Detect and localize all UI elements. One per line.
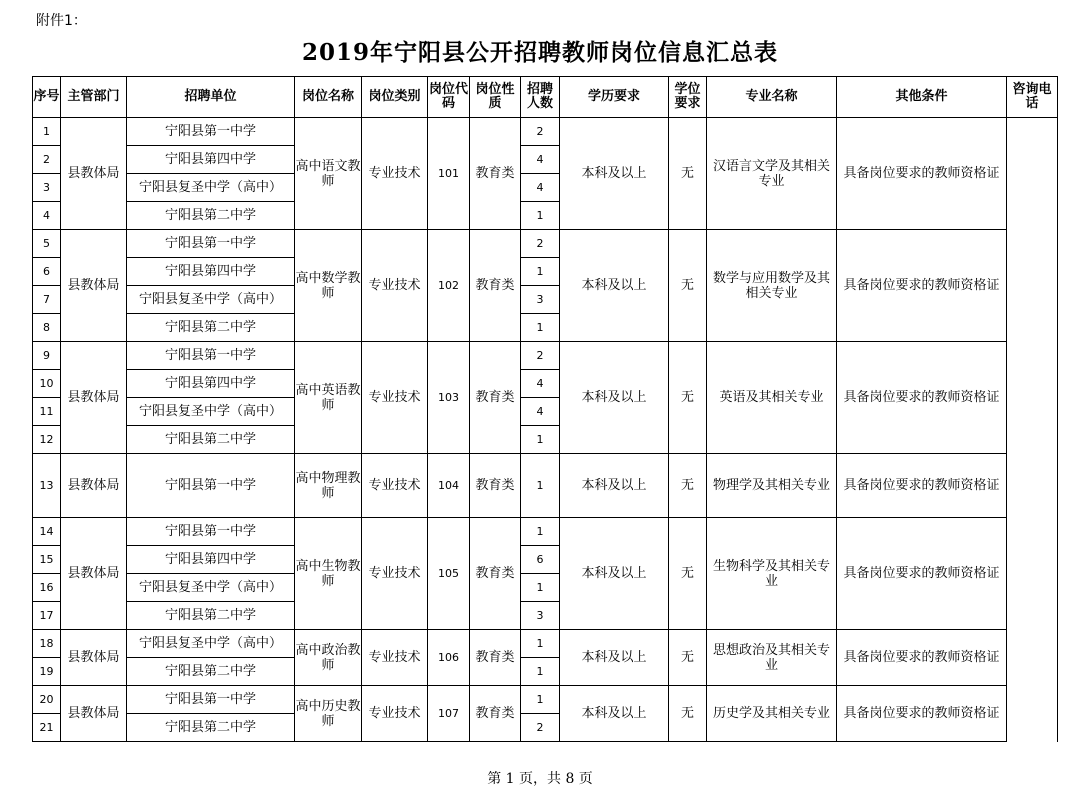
edu-cell: 本科及以上 <box>560 342 669 454</box>
seq-cell: 1 <box>33 118 61 146</box>
degree-cell: 无 <box>669 342 707 454</box>
post-type-cell: 专业技术 <box>362 630 428 686</box>
seq-cell: 5 <box>33 230 61 258</box>
other-cell: 具备岗位要求的教师资格证 <box>837 454 1007 518</box>
code-cell: 106 <box>428 630 470 686</box>
header-nature: 岗位性质 <box>470 77 521 118</box>
post-type-cell: 专业技术 <box>362 518 428 630</box>
seq-cell: 8 <box>33 314 61 342</box>
header-post-type: 岗位类别 <box>362 77 428 118</box>
seq-cell: 20 <box>33 686 61 714</box>
count-cell: 1 <box>521 518 560 546</box>
other-cell: 具备岗位要求的教师资格证 <box>837 630 1007 686</box>
attachment-label: 附件1： <box>36 13 87 29</box>
unit-cell: 宁阳县第二中学 <box>127 602 295 630</box>
table-row <box>33 230 1058 258</box>
unit-cell: 宁阳县第一中学 <box>127 118 295 146</box>
nature-cell: 教育类 <box>470 518 521 630</box>
count-cell: 4 <box>521 174 560 202</box>
header-edu: 学历要求 <box>560 77 669 118</box>
seq-cell: 15 <box>33 546 61 574</box>
table-row <box>33 342 1058 370</box>
unit-cell: 宁阳县复圣中学（高中） <box>127 174 295 202</box>
count-cell: 3 <box>521 286 560 314</box>
count-cell: 4 <box>521 370 560 398</box>
other-cell: 具备岗位要求的教师资格证 <box>837 686 1007 742</box>
count-cell: 1 <box>521 258 560 286</box>
nature-cell: 教育类 <box>470 342 521 454</box>
other-cell: 具备岗位要求的教师资格证 <box>837 518 1007 630</box>
edu-cell: 本科及以上 <box>560 630 669 686</box>
header-phone: 咨询电话 <box>1007 77 1058 118</box>
count-cell: 1 <box>521 686 560 714</box>
seq-cell: 4 <box>33 202 61 230</box>
post-type-cell: 专业技术 <box>362 118 428 230</box>
dept-cell: 县教体局 <box>61 118 127 230</box>
edu-cell: 本科及以上 <box>560 686 669 742</box>
header-dept: 主管部门 <box>61 77 127 118</box>
code-cell: 107 <box>428 686 470 742</box>
header-other: 其他条件 <box>837 77 1007 118</box>
other-cell: 具备岗位要求的教师资格证 <box>837 118 1007 230</box>
degree-cell: 无 <box>669 230 707 342</box>
unit-cell: 宁阳县第一中学 <box>127 230 295 258</box>
post-name-cell: 高中政治教师 <box>295 630 362 686</box>
nature-cell: 教育类 <box>470 686 521 742</box>
seq-cell: 6 <box>33 258 61 286</box>
edu-cell: 本科及以上 <box>560 518 669 630</box>
unit-cell: 宁阳县第一中学 <box>127 518 295 546</box>
seq-cell: 14 <box>33 518 61 546</box>
seq-cell: 3 <box>33 174 61 202</box>
post-type-cell: 专业技术 <box>362 230 428 342</box>
dept-cell: 县教体局 <box>61 630 127 686</box>
count-cell: 1 <box>521 426 560 454</box>
header-row <box>33 77 1058 118</box>
recruitment-table-wrapper <box>32 76 1058 742</box>
page-footer: 第 1 页，共 8 页 <box>487 771 593 787</box>
other-cell: 具备岗位要求的教师资格证 <box>837 230 1007 342</box>
unit-cell: 宁阳县第四中学 <box>127 258 295 286</box>
post-name-cell: 高中英语教师 <box>295 342 362 454</box>
seq-cell: 18 <box>33 630 61 658</box>
count-cell: 1 <box>521 658 560 686</box>
edu-cell: 本科及以上 <box>560 230 669 342</box>
major-cell: 思想政治及其相关专业 <box>707 630 837 686</box>
unit-cell: 宁阳县复圣中学（高中） <box>127 398 295 426</box>
unit-cell: 宁阳县第二中学 <box>127 202 295 230</box>
seq-cell: 19 <box>33 658 61 686</box>
nature-cell: 教育类 <box>470 454 521 518</box>
dept-cell: 县教体局 <box>61 342 127 454</box>
post-name-cell: 高中物理教师 <box>295 454 362 518</box>
count-cell: 6 <box>521 546 560 574</box>
unit-cell: 宁阳县第二中学 <box>127 658 295 686</box>
major-cell: 数学与应用数学及其相关专业 <box>707 230 837 342</box>
count-cell: 2 <box>521 118 560 146</box>
count-cell: 2 <box>521 714 560 742</box>
table-row <box>33 686 1058 714</box>
unit-cell: 宁阳县复圣中学（高中） <box>127 286 295 314</box>
page-title: 2019年宁阳县公开招聘教师岗位信息汇总表 <box>301 39 778 66</box>
count-cell: 1 <box>521 202 560 230</box>
seq-cell: 21 <box>33 714 61 742</box>
major-cell: 汉语言文学及其相关专业 <box>707 118 837 230</box>
seq-cell: 17 <box>33 602 61 630</box>
code-cell: 102 <box>428 230 470 342</box>
dept-cell: 县教体局 <box>61 518 127 630</box>
table-row <box>33 118 1058 146</box>
table-body <box>33 118 1058 742</box>
seq-cell: 9 <box>33 342 61 370</box>
unit-cell: 宁阳县第二中学 <box>127 314 295 342</box>
table-row <box>33 630 1058 658</box>
count-cell: 4 <box>521 146 560 174</box>
count-cell: 1 <box>521 574 560 602</box>
code-cell: 104 <box>428 454 470 518</box>
header-code: 岗位代码 <box>428 77 470 118</box>
post-type-cell: 专业技术 <box>362 342 428 454</box>
major-cell: 物理学及其相关专业 <box>707 454 837 518</box>
table-row <box>33 454 1058 518</box>
degree-cell: 无 <box>669 454 707 518</box>
header-count: 招聘人数 <box>521 77 560 118</box>
unit-cell: 宁阳县复圣中学（高中） <box>127 574 295 602</box>
code-cell: 103 <box>428 342 470 454</box>
degree-cell: 无 <box>669 630 707 686</box>
major-cell: 英语及其相关专业 <box>707 342 837 454</box>
unit-cell: 宁阳县第四中学 <box>127 546 295 574</box>
count-cell: 3 <box>521 602 560 630</box>
code-cell: 101 <box>428 118 470 230</box>
degree-cell: 无 <box>669 686 707 742</box>
count-cell: 1 <box>521 314 560 342</box>
count-cell: 4 <box>521 398 560 426</box>
header-major: 专业名称 <box>707 77 837 118</box>
recruitment-table <box>32 76 1058 742</box>
header-post-name: 岗位名称 <box>295 77 362 118</box>
seq-cell: 11 <box>33 398 61 426</box>
nature-cell: 教育类 <box>470 118 521 230</box>
post-name-cell: 高中数学教师 <box>295 230 362 342</box>
edu-cell: 本科及以上 <box>560 454 669 518</box>
post-name-cell: 高中生物教师 <box>295 518 362 630</box>
count-cell: 1 <box>521 630 560 658</box>
post-type-cell: 专业技术 <box>362 454 428 518</box>
unit-cell: 宁阳县复圣中学（高中） <box>127 630 295 658</box>
count-cell: 2 <box>521 342 560 370</box>
seq-cell: 7 <box>33 286 61 314</box>
unit-cell: 宁阳县第一中学 <box>127 342 295 370</box>
seq-cell: 16 <box>33 574 61 602</box>
dept-cell: 县教体局 <box>61 230 127 342</box>
major-cell: 生物科学及其相关专业 <box>707 518 837 630</box>
code-cell: 105 <box>428 518 470 630</box>
dept-cell: 县教体局 <box>61 686 127 742</box>
nature-cell: 教育类 <box>470 630 521 686</box>
count-cell: 2 <box>521 230 560 258</box>
other-cell: 具备岗位要求的教师资格证 <box>837 342 1007 454</box>
unit-cell: 宁阳县第二中学 <box>127 426 295 454</box>
degree-cell: 无 <box>669 518 707 630</box>
post-type-cell: 专业技术 <box>362 686 428 742</box>
degree-cell: 无 <box>669 118 707 230</box>
unit-cell: 宁阳县第四中学 <box>127 146 295 174</box>
seq-cell: 12 <box>33 426 61 454</box>
header-degree: 学位要求 <box>669 77 707 118</box>
dept-cell: 县教体局 <box>61 454 127 518</box>
nature-cell: 教育类 <box>470 230 521 342</box>
unit-cell: 宁阳县第一中学 <box>127 686 295 714</box>
table-row <box>33 518 1058 546</box>
header-seq: 序号 <box>33 77 61 118</box>
post-name-cell: 高中语文教师 <box>295 118 362 230</box>
major-cell: 历史学及其相关专业 <box>707 686 837 742</box>
header-unit: 招聘单位 <box>127 77 295 118</box>
post-name-cell: 高中历史教师 <box>295 686 362 742</box>
unit-cell: 宁阳县第四中学 <box>127 370 295 398</box>
edu-cell: 本科及以上 <box>560 118 669 230</box>
seq-cell: 10 <box>33 370 61 398</box>
count-cell: 1 <box>521 454 560 518</box>
seq-cell: 13 <box>33 454 61 518</box>
unit-cell: 宁阳县第二中学 <box>127 714 295 742</box>
seq-cell: 2 <box>33 146 61 174</box>
phone-cell <box>1007 118 1058 742</box>
unit-cell: 宁阳县第一中学 <box>127 454 295 518</box>
